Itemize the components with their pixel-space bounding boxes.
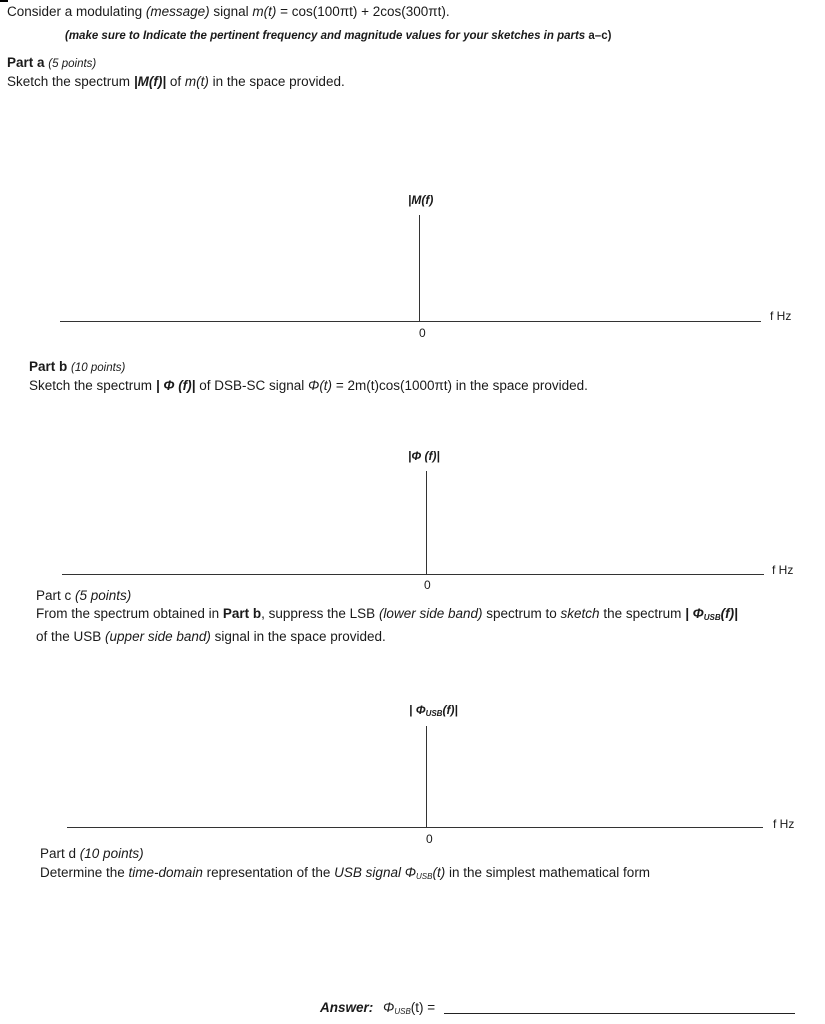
intro-lead: Consider a modulating: [7, 4, 146, 19]
part-c-l1-sym-b: (f)|: [720, 606, 738, 621]
part-d-instr-symbol: [405, 865, 446, 880]
part-c-instruction-line2: [36, 628, 386, 645]
intro-note: [65, 29, 611, 43]
part-d-instruction: [40, 864, 650, 885]
part-c-axis-sub: USB: [425, 709, 443, 718]
part-b-heading: [29, 358, 125, 375]
part-c-l1-symbol: [685, 606, 738, 621]
part-a-zero-label: 0: [419, 326, 426, 340]
part-b-instr-mid: of DSB-SC signal: [195, 378, 309, 393]
part-c-l1-ref: Part b: [222, 606, 262, 621]
part-d-instr-lead: Determine the: [40, 865, 129, 880]
part-a-points: (5 points): [48, 58, 97, 70]
intro-line: [7, 3, 450, 20]
part-d-instr-usb: USB signal: [334, 865, 405, 880]
part-d-instr-sub: USB: [416, 872, 433, 881]
part-a-title: Part a: [7, 55, 45, 70]
part-a-instr-symbol: |M(f)|: [133, 74, 167, 89]
part-c-l2-lead: of the USB: [36, 629, 106, 644]
part-c-points: (5 points): [75, 588, 132, 603]
part-b-frequency-axis: [62, 574, 764, 575]
part-c-freq-label: f Hz: [773, 817, 795, 831]
part-c-zero-label: 0: [426, 832, 433, 846]
part-c-l1-mid: , suppress the LSB: [261, 606, 379, 621]
answer-sub: USB: [394, 1007, 411, 1016]
part-b-instruction: [29, 377, 588, 394]
intro-note-text: (make sure to Indicate the pertinent frequency and magnitude values for your sketches in parts: [65, 30, 586, 42]
part-a-instr-lead: Sketch the spectrum: [7, 74, 134, 89]
part-a-instruction: [7, 73, 345, 90]
answer-sym: Φ: [383, 1000, 395, 1015]
part-d-instr-sym: Φ: [404, 865, 417, 880]
part-c-frequency-axis: [67, 827, 763, 828]
part-b-zero-label: 0: [424, 578, 431, 592]
page-corner-mark: [0, 0, 8, 2]
part-d-instr-mid: representation of the: [202, 865, 335, 880]
part-b-points: (10 points): [71, 362, 126, 374]
part-c-l1-sub: USB: [703, 613, 721, 622]
part-a-instr-of: of: [166, 74, 185, 89]
part-c-instruction-line1: [36, 605, 738, 626]
part-d-title: Part d: [40, 846, 77, 861]
part-c-l1-lsb: (lower side band): [378, 606, 483, 621]
part-b-instr-phi: Φ(t): [308, 378, 333, 393]
answer-label-group: [320, 999, 435, 1020]
part-c-l1-mid2: spectrum to: [482, 606, 561, 621]
answer-label: Answer:: [320, 1000, 374, 1015]
part-c-axis-label-b: (f)|: [442, 703, 458, 717]
part-c-l1-sketch: sketch: [560, 606, 600, 621]
answer-blank-line[interactable]: [444, 1013, 795, 1014]
part-a-axis-label: |M(f): [408, 193, 434, 207]
intro-message-word: (message): [145, 4, 210, 19]
part-b-title: Part b: [29, 359, 68, 374]
part-b-axis-label: |Φ (f)|: [408, 449, 440, 463]
part-a-heading: [7, 54, 96, 71]
intro-signal-text: signal: [209, 4, 253, 19]
part-b-instr-symbol: | Φ (f)|: [155, 378, 196, 393]
part-b-freq-label: f Hz: [772, 563, 794, 577]
part-d-points: (10 points): [79, 846, 144, 861]
part-b-instr-lead: Sketch the spectrum: [29, 378, 156, 393]
part-c-heading: [36, 587, 131, 604]
part-c-l1-mid3: the spectrum: [599, 606, 686, 621]
part-a-vertical-axis: [419, 215, 420, 321]
part-c-axis-label: [409, 703, 458, 718]
part-a-freq-label: f Hz: [770, 309, 792, 323]
part-d-instr-tail: in the simplest mathematical form: [445, 865, 651, 880]
part-c-l1-sym-a: | Φ: [685, 606, 704, 621]
part-a-instr-tail: in the space provided.: [208, 74, 345, 89]
answer-symbol: [383, 1000, 411, 1015]
part-b-vertical-axis: [426, 471, 427, 574]
intro-m-of-t: m(t): [252, 4, 277, 19]
answer-tail: (t) =: [410, 1000, 436, 1015]
part-c-l2-tail: signal in the space provided.: [210, 629, 386, 644]
part-c-l2-usb: (upper side band): [105, 629, 211, 644]
part-c-axis-label-a: | Φ: [409, 703, 426, 717]
part-a-frequency-axis: [60, 321, 761, 322]
part-d-instr-td: time-domain: [128, 865, 203, 880]
intro-note-parts: a–c): [585, 30, 612, 42]
part-a-instr-mt: m(t): [184, 74, 209, 89]
part-c-vertical-axis: [426, 726, 427, 827]
part-c-title: Part c: [36, 588, 72, 603]
part-d-instr-t: (t): [432, 865, 446, 880]
part-b-instr-tail: = 2m(t)cos(1000πt) in the space provided.: [332, 378, 588, 393]
intro-equation: = cos(100πt) + 2cos(300πt).: [276, 4, 450, 19]
part-d-heading: [40, 845, 144, 862]
part-c-l1-lead: From the spectrum obtained in: [36, 606, 223, 621]
